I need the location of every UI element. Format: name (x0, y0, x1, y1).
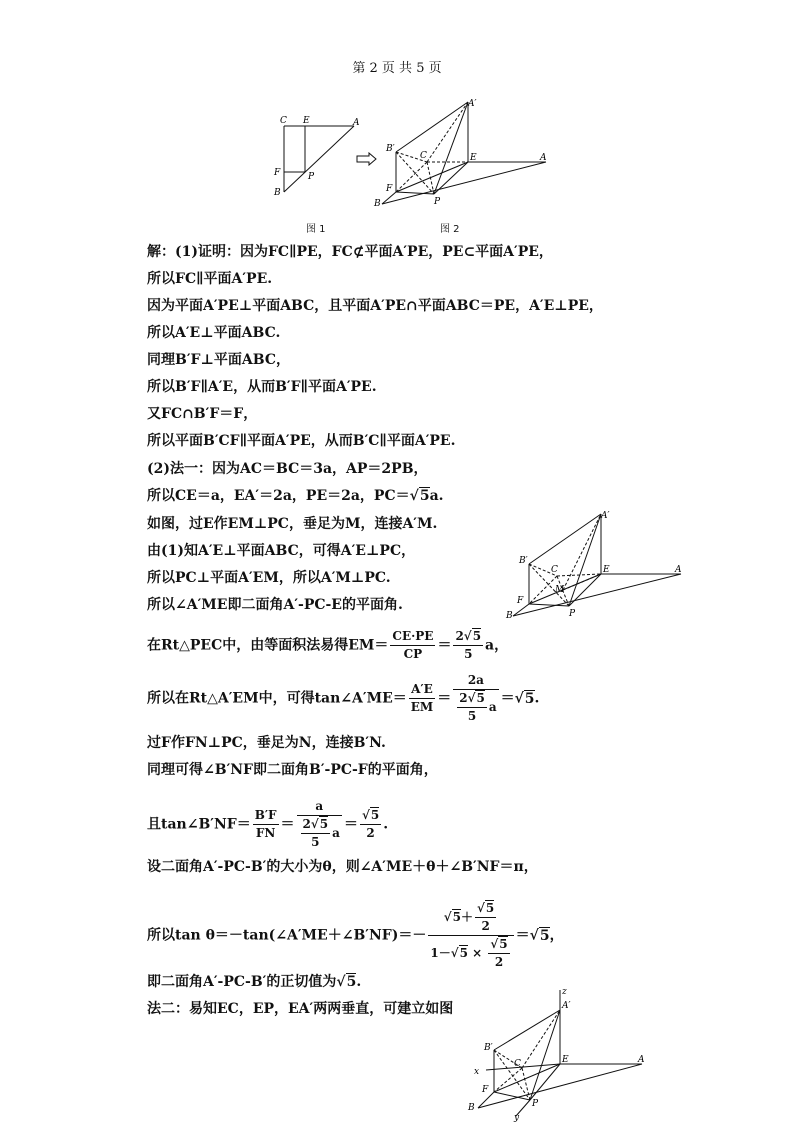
l15-frac2 (453, 628, 483, 663)
l21-root2: 5 (485, 901, 495, 915)
fig4-label-f: F (482, 1085, 489, 1095)
solution-line-8: 所以平面B′CF∥平面A′PE，从而B′C∥平面A′PE. (147, 433, 456, 449)
solution-line-10: 所以CE＝a，EA′＝2a，PE＝2a，PC＝√5a. (147, 488, 444, 504)
l21-num-frac (475, 900, 496, 935)
l21-den-one: 1－ (430, 946, 451, 960)
fig3-label-b: B (506, 611, 513, 620)
fig3-label-c: C (551, 565, 558, 575)
fig2-label-b: B (374, 199, 381, 208)
l15-num2: 2√5 (453, 628, 483, 646)
solution-line-3: 因为平面A′PE⊥平面ABC，且平面A′PE∩平面ABC＝PE，A′E⊥PE， (147, 298, 603, 314)
l16-root: 5 (524, 690, 535, 707)
figure-2 (372, 96, 552, 208)
fig2-label-f: F (386, 184, 393, 194)
l16-inner-frac (457, 690, 487, 725)
l19-inner-den: 5 (311, 835, 320, 849)
l19-inner-frac (301, 816, 331, 851)
fig4-label-e: E (562, 1055, 569, 1065)
l21-text: 所以tan θ＝－tan(∠A′ME＋∠B′NF)＝－ (147, 927, 427, 944)
l10-root: 5 (419, 488, 430, 504)
l21-num: √5＋ $\frac{√5}{2}$ (428, 900, 513, 936)
fig4-label-a1: A′ (562, 1001, 571, 1011)
solution-line-1: 解：(1)证明：因为FC∥PE，FC⊄平面A′PE，PE⊂平面A′PE， (147, 244, 553, 260)
l19-eq2: ＝ (343, 816, 358, 833)
fig3-label-m: M (555, 585, 565, 595)
fig4-label-b1: B′ (484, 1043, 493, 1053)
solution-line-11: 如图，过E作EM⊥PC，垂足为M，连接A′M. (147, 516, 438, 532)
fig1-label-p: P (308, 172, 315, 182)
l22-text: 即二面角A′-PC-B′的正切值为 (147, 974, 337, 990)
l21-frac (428, 900, 513, 971)
l15-root: 5 (472, 629, 482, 643)
solution-line-23: 法二：易知EC，EP，EA′两两垂直，可建立如图 (147, 1001, 454, 1017)
fig4-label-y: y (514, 1113, 520, 1122)
l19-frac2 (297, 798, 342, 851)
l19-inner-coef: 2 (302, 817, 311, 831)
l19-num3: √5 (360, 807, 381, 825)
l21-den-frac-d: 2 (494, 955, 504, 969)
l21-root5: 5 (539, 927, 550, 944)
l19-frac1 (253, 807, 279, 842)
fig4-label-b: B (468, 1103, 475, 1113)
l16-inner-root: 5 (476, 691, 485, 705)
l19-num2: a (297, 798, 342, 816)
fig4-label-x: x (474, 1067, 480, 1077)
fig2-label-e: E (470, 153, 477, 163)
l16-num2: 2a (453, 672, 498, 690)
l16-den: EM (410, 700, 434, 714)
fig1-label-f: F (274, 168, 281, 178)
l19-text: 且tan∠B′NF＝ (147, 816, 251, 833)
page-number: 第 2 页 共 5 页 (352, 61, 442, 76)
solution-line-2: 所以FC∥平面A′PE. (147, 271, 273, 287)
l19-num: B′F (253, 807, 279, 825)
l16-den2 (453, 690, 498, 725)
l22-end: . (356, 974, 362, 990)
l15-eq: ＝ (437, 637, 452, 654)
fig1-label-e: E (303, 116, 310, 126)
fig4-label-p: P (532, 1099, 539, 1109)
l15-end: a， (485, 637, 509, 654)
l16-inner-den: 5 (467, 709, 477, 723)
solution-line-9: (2)法一：因为AC＝BC＝3a，AP＝2PB， (147, 461, 428, 477)
solution-line-16: 所以在Rt△A′EM中，可得tan∠A′ME＝ $\frac{A'E}{EM}$ ＝ 2a $\frac{2√5}{5}$ a ＝√5. (147, 673, 540, 723)
l15-den2: 5 (464, 647, 473, 661)
solution-line-4: 所以A′E⊥平面ABC. (147, 325, 281, 341)
figure-1 (270, 112, 366, 204)
solution-line-7: 又FC∩B′F＝F， (147, 406, 258, 422)
l21-root3: 5 (459, 946, 468, 960)
l19-end: . (383, 816, 389, 833)
l21-root4: 5 (499, 937, 508, 951)
l16-frac1 (409, 681, 435, 716)
fig1-label-a: A (353, 118, 360, 128)
figure-4 (466, 984, 656, 1122)
solution-line-17: 过F作FN⊥PC，垂足为N，连接B′N. (147, 735, 386, 751)
fig3-label-b1: B′ (519, 556, 528, 566)
l16-num: A′E (409, 681, 435, 699)
fig2-label-p: P (434, 197, 441, 207)
l15-den: CP (403, 647, 423, 661)
solution-line-14: 所以∠A′ME即二面角A′-PC-E的平面角. (147, 597, 403, 613)
l21-den-frac (488, 936, 509, 971)
solution-line-12: 由(1)知A′E⊥平面ABC，可得A′E⊥PC， (147, 543, 416, 559)
l16-text: 所以在Rt△A′EM中，可得tan∠A′ME＝ (147, 690, 407, 707)
fig2-label-a1: A′ (468, 99, 477, 109)
l19-root: 5 (370, 808, 380, 822)
solution-line-13: 所以PC⊥平面A′EM，所以A′M⊥PC. (147, 570, 391, 586)
fig3-label-a1: A′ (601, 511, 610, 521)
l16-frac2 (453, 672, 498, 725)
l19-eq: ＝ (280, 816, 295, 833)
figure-3 (505, 508, 689, 620)
l16-inner-coef: 2 (459, 691, 468, 705)
l15-frac1 (390, 628, 435, 663)
l22-root: 5 (346, 974, 357, 990)
l21-den: 1－√5 × $\frac{√5}{2}$ (430, 937, 508, 969)
l21-den-frac-n: √5 (488, 936, 509, 954)
fig2-label-b1: B′ (386, 144, 395, 154)
fig1-label-c: C (280, 116, 287, 126)
solution-line-22: 即二面角A′-PC-B′的正切值为√5. (147, 974, 362, 990)
l21-num-frac-d: 2 (481, 919, 490, 933)
solution-line-5: 同理B′F⊥平面ABC， (147, 352, 291, 368)
fig1-label-b: B (274, 188, 281, 198)
l19-inner-num: 2√5 (301, 816, 331, 834)
l19-den: FN (255, 826, 276, 840)
l19-den2 (297, 816, 342, 851)
solution-line-18: 同理可得∠B′NF即二面角B′-PC-F的平面角， (147, 762, 438, 778)
solution-line-20: 设二面角A′-PC-B′的大小为θ，则∠A′ME＋θ＋∠B′NF＝π， (147, 859, 538, 875)
fig4-label-a: A (638, 1055, 645, 1065)
fig3-label-f: F (517, 596, 524, 606)
l15-text: 在Rt△PEC中，由等面积法易得EM＝ (147, 637, 389, 654)
fig1-caption: 图 1 (306, 224, 326, 235)
l21-root1: 5 (452, 910, 461, 924)
solution-line-19 (147, 798, 388, 851)
solution-line-6: 所以B′F∥A′E，从而B′F∥平面A′PE. (147, 379, 377, 395)
l21-plus: ＋ (460, 910, 473, 924)
fig3-label-e: E (603, 565, 610, 575)
fig4-label-z: z (562, 987, 567, 997)
l21-times: × (472, 946, 483, 960)
l10-text: 所以CE＝a，EA′＝2a，PE＝2a，PC＝ (147, 488, 410, 504)
solution-line-21: 所以tan θ＝－tan(∠A′ME＋∠B′NF)＝－ √5＋ $\frac{√5}{2}$ 1－√5 × $\frac{√5}{2}$ ＝√5， (147, 901, 564, 969)
l16-end: . (534, 690, 540, 707)
l19-inner-root: 5 (319, 817, 329, 831)
fig4-label-c: C (514, 1059, 521, 1069)
fig2-caption: 图 2 (440, 224, 460, 235)
l19-inner-a: a (332, 826, 340, 840)
l19-den3: 2 (366, 826, 375, 840)
fig3-label-a: A (675, 565, 682, 575)
l19-frac3 (360, 807, 381, 842)
l16-inner-a: a (488, 700, 497, 714)
l15-coef: 2 (455, 629, 464, 643)
l21-end: ， (549, 927, 564, 944)
solution-line-15 (147, 628, 508, 663)
l21-num-frac-n: √5 (475, 900, 496, 918)
l16-eq2: ＝ (500, 690, 515, 707)
fig3-label-p: P (569, 609, 576, 619)
l16-inner-num: 2√5 (457, 690, 487, 708)
l10-end: a. (429, 488, 444, 504)
fig2-label-a: A (540, 153, 547, 163)
l21-eq: ＝ (515, 927, 530, 944)
l16-eq: ＝ (437, 690, 452, 707)
fig2-label-c: C (420, 151, 427, 161)
l15-num: CE·PE (390, 628, 435, 646)
